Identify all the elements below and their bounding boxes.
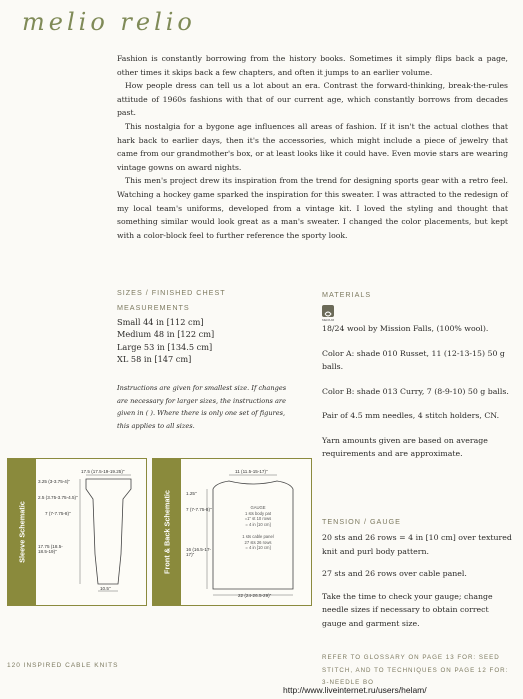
gauge-note: GAUGE: [250, 505, 266, 510]
body-dim-armhole: 7 (7-7.75-8)": [186, 507, 212, 512]
sleeve-schematic: [7, 458, 147, 606]
glossary-reference: REFER TO GLOSSARY ON PAGE 13 FOR: SEED STITCH, AND TO TECHNIQUES ON PAGE 12 FOR: 3-NEEDLE BO: [322, 654, 509, 686]
gauge-note: = 4 in [10 cm]: [245, 545, 271, 550]
measurements-heading: MEASUREMENTS: [117, 303, 190, 312]
body-dim-shoulder: 1.25": [186, 491, 197, 496]
front-back-schematic-label-bar: [153, 459, 181, 605]
material-item: Yarn amounts given are based on average requirements and are approximate.: [322, 435, 488, 458]
tension-item: Take the time to check your gauge; change needle sizes if necessary to obtain correct gauge and garment size.: [322, 591, 493, 628]
size-item: Large 53 in [134.5 cm]: [117, 341, 213, 352]
yarn-weight-icon: [322, 305, 334, 317]
sizes-heading: SIZES / FINISHED CHEST: [117, 288, 226, 297]
intro-paragraph: This nostalgia for a bygone age influences all areas of fashion. If it isn't the actual clothes that hark back to earlier days, then it's the accessories, which might include a piece of jewelry that came from our grandmother's box, or at least looks like it could have. Even movie stars are wearing vintage gowns on award nights.: [117, 121, 508, 172]
sleeve-dim-top: 17.5 (17.5-19-19.25)": [81, 469, 125, 474]
sleeve-schematic-label-bar: [8, 459, 36, 605]
materials-list: [322, 322, 512, 472]
front-back-schematic: [152, 458, 312, 606]
gauge-note: 1 sts cable panel: [242, 534, 274, 539]
gauge-note: = 4 in [10 cm]: [245, 521, 271, 527]
gauge-note: 27 sts 26 rows: [244, 539, 272, 545]
tension-item: 27 sts and 26 rows over cable panel.: [322, 569, 467, 578]
size-item: XL 58 in [147 cm]: [117, 353, 192, 364]
materials-heading: MATERIALS: [322, 290, 372, 299]
material-item: 18/24 wool by Mission Falls, (100% wool).: [322, 324, 489, 333]
body-dim-neck: 11 (11.5-15-17)": [235, 469, 268, 474]
tension-heading: TENSION / GAUGE: [322, 517, 401, 526]
intro-paragraph: Fashion is constantly borrowing from the history books. Sometimes it simply flips back a page, other times it skips back a few chapters, and often it jumps to an earlier volume.: [117, 54, 508, 77]
watermark-url: http://www.liveinternet.ru/users/helam/: [283, 685, 427, 695]
gauge-note: =1" st 10 rows: [244, 516, 272, 521]
sleeve-dim-upper: 7 (7-7.75-8)": [45, 511, 71, 516]
material-item: Color A: shade 010 Russet, 11 (12-13-15) 50 g balls.: [322, 348, 505, 371]
sleeve-dim-cap1: 3.25 (3-3.75-4)": [38, 479, 71, 484]
body-dim-width: 22 (24-26.5-29)": [238, 593, 272, 598]
body-dim-length: 16 (16.5-17-17)": [186, 547, 212, 557]
sleeve-dim-cap2: 2.5 (3.75-3.75-4.5)": [38, 495, 78, 500]
sizes-note: Instructions are given for smallest size. If changes are necessary for larger sizes, the instructions are given in ( ). Where there is only one set of figures, this applies to all sizes.: [117, 384, 287, 430]
gauge-notes: [228, 505, 288, 551]
size-item: Small 44 in [112 cm]: [117, 317, 204, 327]
sleeve-dim-cuff: 10.5": [100, 586, 111, 591]
intro-text: [117, 52, 508, 242]
material-item: Color B: shade 013 Curry, 7 (8-9-10) 50 g balls.: [322, 386, 509, 396]
sleeve-dim-length: 17.75 (18.5-18.5-19)": [38, 544, 63, 554]
tension-list: [322, 531, 512, 639]
intro-paragraph: This men's project drew its inspiration from the trend for designing sports gear with a retro feel. Watching a hockey game sparked the inspiration for this sweater. I was attracted to the redesign of my local team's uniforms, developed from a vintage kit. I loved the styling and thought that something similar would look great as a man's sweater. I changed the color placements, but kept with a color-block feel to further reference the sporty look.: [117, 176, 508, 240]
front-back-schematic-label: Front & Back Schematic: [162, 490, 172, 574]
sleeve-schematic-label: Sleeve Schematic: [17, 501, 27, 563]
sizes-list: [117, 316, 214, 365]
gauge-note: 1 sts body pat: [244, 510, 272, 516]
material-item: Pair of 4.5 mm needles, 4 stitch holders, CN.: [322, 411, 500, 420]
intro-paragraph: How people dress can tell us a lot about an era. Contrast the forward-thinking, break-the-rules attitude of 1960s fashions with that of our current age, which constantly borrows from decades past.: [117, 81, 508, 118]
page-footer: 120 INSPIRED CABLE KNITS: [7, 662, 119, 669]
size-item: Medium 48 in [122 cm]: [117, 329, 215, 340]
page-title: melio relio: [22, 8, 196, 36]
tension-item: 20 sts and 26 rows = 4 in [10 cm] over textured knit and purl body pattern.: [322, 533, 512, 556]
yarn-weight-label: MEDIUM: [322, 318, 335, 322]
